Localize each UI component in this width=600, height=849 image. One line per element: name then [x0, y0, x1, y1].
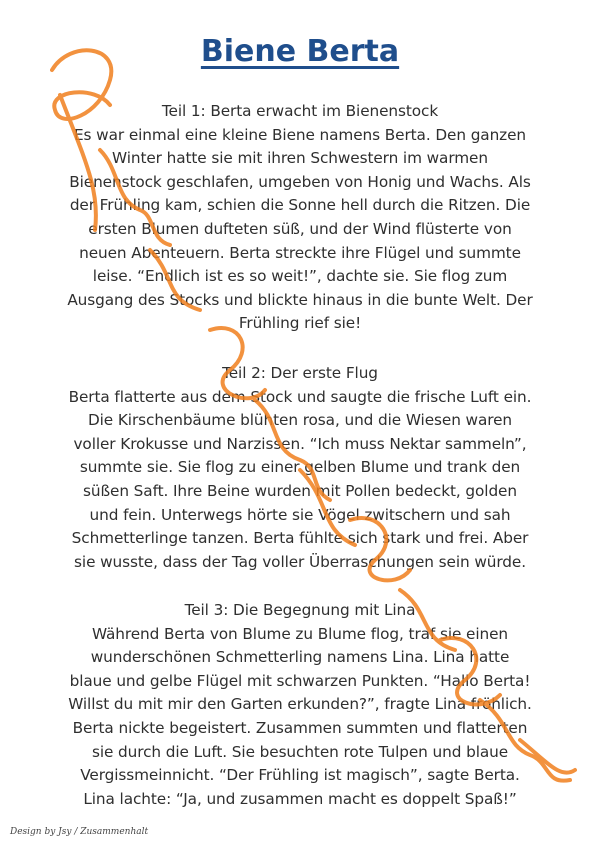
paragraph-line: Willst du mit mir den Garten erkunden?”, fragte Lina fröhlich. [68, 695, 532, 714]
paragraph-line: wunderschönen Schmetterling namens Lina. Lina hatte [90, 648, 510, 667]
paragraph-line: blaue und gelbe Flügel mit schwarzen Punkten. “Hallo Berta! [69, 671, 531, 690]
paragraph-line: Frühling rief sie! [238, 314, 362, 333]
paragraph-line: Winter hatte sie mit ihren Schwestern im warmen [112, 149, 488, 168]
paragraph-line: Vergissmeinnicht. “Der Frühling ist magisch”, sagte Berta. [80, 766, 520, 785]
paragraph-line: Schmetterlinge tanzen. Berta fühlte sich stark und frei. Aber [71, 529, 529, 548]
section-heading: Teil 1: Berta erwacht im Bienenstock [161, 102, 439, 120]
section-1 [30, 100, 570, 336]
paragraph-line: Während Berta von Blume zu Blume flog, traf sie einen [91, 624, 509, 643]
paragraph-line: ersten Blumen dufteten süß, und der Wind flüsterte von [88, 219, 512, 238]
paragraph-line: sie durch die Luft. Sie besuchten rote Tulpen und blaue [91, 742, 509, 761]
paragraph-line: Berta nickte begeistert. Zusammen summten und flatterten [72, 718, 528, 737]
paragraph-line: Bienenstock geschlafen, umgeben von Honig und Wachs. Als [69, 172, 531, 191]
section-heading: Teil 2: Der erste Flug [222, 364, 378, 382]
paragraph-line: Lina lachte: “Ja, und zusammen macht es doppelt Spaß!” [83, 789, 517, 808]
section-2 [30, 362, 570, 574]
paragraph-line: voller Krokusse und Narzissen. “Ich muss Nektar sammeln”, [73, 434, 527, 453]
footer-credit: Design by Jsy / Zusammenhalt [10, 827, 149, 837]
paragraph-line: Berta flatterte aus dem Stock und saugte die frische Luft ein. [68, 387, 532, 406]
paragraph-line: summte sie. Sie flog zu einer gelben Blume und trank den [79, 458, 521, 477]
paragraph-line: sie wusste, dass der Tag voller Überraschungen sein würde. [74, 552, 526, 571]
paragraph-line: der Frühling kam, schien die Sonne hell durch die Ritzen. Die [69, 196, 531, 215]
paragraph-line: Es war einmal eine kleine Biene namens Berta. Den ganzen [73, 125, 527, 144]
document-title: Biene Berta [200, 34, 400, 69]
paragraph-line: neuen Abenteuern. Berta streckte ihre Flügel und summte [79, 243, 521, 262]
section-heading: Teil 3: Die Begegnung mit Lina [184, 601, 416, 619]
paragraph-line: und fein. Unterwegs hörte sie Vögel zwitschern und sah [89, 505, 511, 524]
paragraph-line: leise. “Endlich ist es so weit!”, dachte sie. Sie flog zum [92, 267, 508, 286]
paragraph-line: Ausgang des Stocks und blickte hinaus in die bunte Welt. Der [67, 290, 533, 309]
section-3 [30, 599, 570, 811]
paragraph-line: Die Kirschenbäume blühten rosa, und die Wiesen waren [87, 411, 513, 430]
paragraph-line: süßen Saft. Ihre Beine wurden mit Pollen bedeckt, golden [83, 481, 517, 500]
